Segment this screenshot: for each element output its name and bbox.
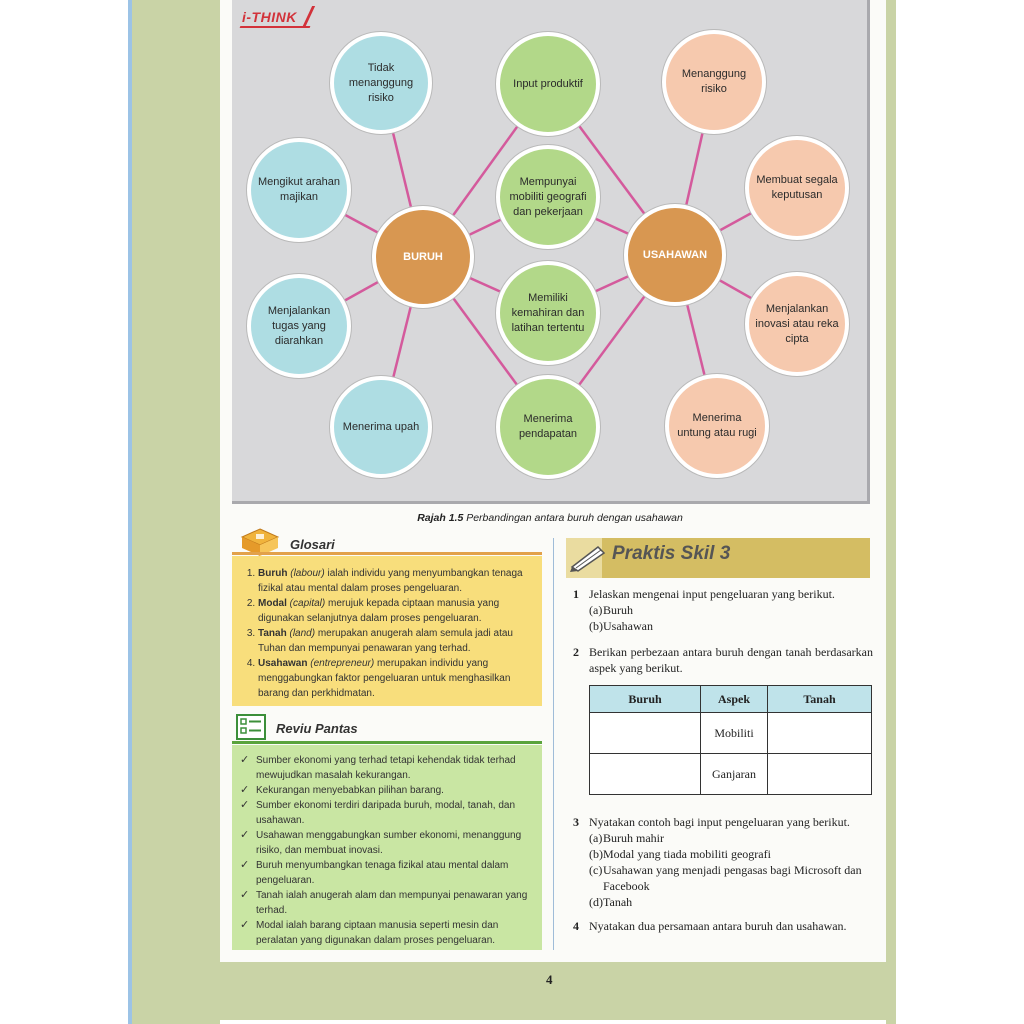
reviu-item: ✓ Usahawan menggabungkan sumber ekonomi, menanggung risiko, dan membuat inovasi. xyxy=(240,828,534,858)
question-3 xyxy=(573,814,873,830)
reviu-item: ✓ Modal ialah barang ciptaan manusia seperti mesin dan peralatan yang digunakan dalam proses pengeluaran. xyxy=(240,918,534,948)
question-number: 3 xyxy=(573,815,579,829)
left-node: Menerima upah xyxy=(330,376,432,478)
reviu-item: ✓ Sumber ekonomi yang terhad tetapi kehendak tidak terhad mewujudkan masalah kekurangan. xyxy=(240,753,534,783)
reviu-box xyxy=(232,745,542,950)
hub-buruh: BURUH xyxy=(372,206,474,308)
glosari-item xyxy=(258,596,534,626)
shared-node: Memiliki kemahiran dan latihan tertentu xyxy=(496,261,600,365)
right-node: Menanggung risiko xyxy=(662,30,766,134)
glosari-definition: merujuk kepada ciptaan manusia yang digunakan selanjutnya dalam proses pengeluaran. xyxy=(258,598,500,624)
question-4 xyxy=(573,918,873,934)
glosari-item xyxy=(258,566,534,596)
reviu-divider xyxy=(232,741,542,744)
reviu-item: ✓ Tanah ialah anugerah alam dan mempunyai penawaran yang terhad. xyxy=(240,888,534,918)
sub-label: (a) xyxy=(589,603,603,617)
glosari-box xyxy=(232,556,542,706)
question-2 xyxy=(573,644,873,676)
shared-node: Input produktif xyxy=(496,32,600,136)
question-text: Jelaskan mengenai input pengeluaran yang berikut. xyxy=(589,587,835,601)
ithink-underline xyxy=(240,26,311,28)
sub-label: (c) xyxy=(589,863,603,877)
glosari-term: Buruh xyxy=(258,568,288,579)
reviu-item: ✓ Buruh menyumbangkan tenaga fizikal atau mental dalam pengeluaran. xyxy=(240,858,534,888)
glosari-english: (entrepreneur) xyxy=(310,658,375,669)
question-number: 1 xyxy=(573,587,579,601)
left-node: Mengikut arahan majikan xyxy=(247,138,351,242)
question-text: Nyatakan dua persamaan antara buruh dan usahawan. xyxy=(589,919,847,933)
sub-item xyxy=(573,846,873,862)
glosari-item xyxy=(258,656,534,701)
table-header-row xyxy=(590,686,872,713)
reviu-title: Reviu Pantas xyxy=(276,721,358,736)
caption-text: Perbandingan antara buruh dengan usahawan xyxy=(466,512,683,524)
sub-item xyxy=(573,830,873,846)
table-row xyxy=(590,754,872,795)
glosari-divider xyxy=(232,552,542,555)
shared-node: Menerima pendapatan xyxy=(496,375,600,479)
reviu-item: ✓ Kekurangan menyebabkan pilihan barang. xyxy=(240,783,534,798)
sub-text: Usahawan xyxy=(603,619,653,633)
question-text: Nyatakan contoh bagi input pengeluaran yang berikut. xyxy=(589,815,850,829)
glosari-definition: merupakan individu yang menggabungkan faktor pengeluaran untuk menghasilkan barang dan perkhidmatan. xyxy=(258,658,511,699)
glosari-english: (land) xyxy=(289,628,316,639)
question-text: Berikan perbezaan antara buruh dengan tanah berdasarkan aspek yang berikut. xyxy=(589,645,873,675)
sub-text: Modal yang tiada mobiliti geografi xyxy=(603,847,771,861)
comparison-table xyxy=(589,685,872,795)
right-node: Menerima untung atau rugi xyxy=(665,374,769,478)
answer-cell xyxy=(768,713,872,754)
table-header: Aspek xyxy=(701,686,768,713)
sub-item xyxy=(573,862,873,894)
aspect-cell: Ganjaran xyxy=(701,754,768,795)
table-header: Buruh xyxy=(590,686,701,713)
glosari-title: Glosari xyxy=(290,537,335,552)
bottom-margin-band xyxy=(132,962,896,1020)
sub-label: (b) xyxy=(589,847,603,861)
sub-label: (d) xyxy=(589,895,603,909)
left-node: Tidak menanggung risiko xyxy=(330,32,432,134)
right-node: Membuat segala keputusan xyxy=(745,136,849,240)
praktis-title: Praktis Skil 3 xyxy=(612,543,731,564)
glosari-definition: ialah individu yang menyumbangkan tenaga fizikal atau mental dalam proses pengeluaran. xyxy=(258,568,523,594)
sub-label: (b) xyxy=(589,619,603,633)
glosari-english: (capital) xyxy=(289,598,326,609)
glosari-term: Tanah xyxy=(258,628,287,639)
glosari-item xyxy=(258,626,534,656)
answer-cell xyxy=(590,713,701,754)
table-row xyxy=(590,713,872,754)
ithink-tag: i-THINK xyxy=(242,9,297,25)
glosari-term: Usahawan xyxy=(258,658,308,669)
answer-cell xyxy=(768,754,872,795)
shared-node: Mempunyai mobiliti geografi dan pekerjaan xyxy=(496,145,600,249)
glosari-definition: merupakan anugerah alam semula jadi atau Tuhan dan mempunyai penawaran yang terhad. xyxy=(258,628,513,654)
hub-usahawan: USAHAWAN xyxy=(624,204,726,306)
sub-text: Buruh xyxy=(603,603,633,617)
question-number: 2 xyxy=(573,645,579,659)
sub-item xyxy=(573,894,873,910)
checklist-icon xyxy=(236,714,266,740)
question-1 xyxy=(573,586,873,602)
caption-label: Rajah 1.5 xyxy=(417,512,464,524)
right-node: Menjalankan inovasi atau reka cipta xyxy=(745,272,849,376)
glosari-term: Modal xyxy=(258,598,287,609)
reviu-item: ✓ Sumber ekonomi terdiri daripada buruh, modal, tanah, dan usahawan. xyxy=(240,798,534,828)
left-node: Menjalankan tugas yang diarahkan xyxy=(247,274,351,378)
sub-text: Tanah xyxy=(603,895,633,909)
table-header: Tanah xyxy=(768,686,872,713)
answer-cell xyxy=(590,754,701,795)
figure-caption xyxy=(290,512,810,524)
glosari-english: (labour) xyxy=(290,568,325,579)
page-number: 4 xyxy=(546,972,553,987)
sub-item xyxy=(573,618,873,634)
pencil-icon xyxy=(568,543,608,573)
sub-text: Usahawan yang menjadi pengasas bagi Microsoft dan Facebook xyxy=(603,863,862,893)
sub-item xyxy=(573,602,873,618)
column-divider xyxy=(553,538,554,950)
question-number: 4 xyxy=(573,919,579,933)
sub-label: (a) xyxy=(589,831,603,845)
sub-text: Buruh mahir xyxy=(603,831,664,845)
aspect-cell: Mobiliti xyxy=(701,713,768,754)
